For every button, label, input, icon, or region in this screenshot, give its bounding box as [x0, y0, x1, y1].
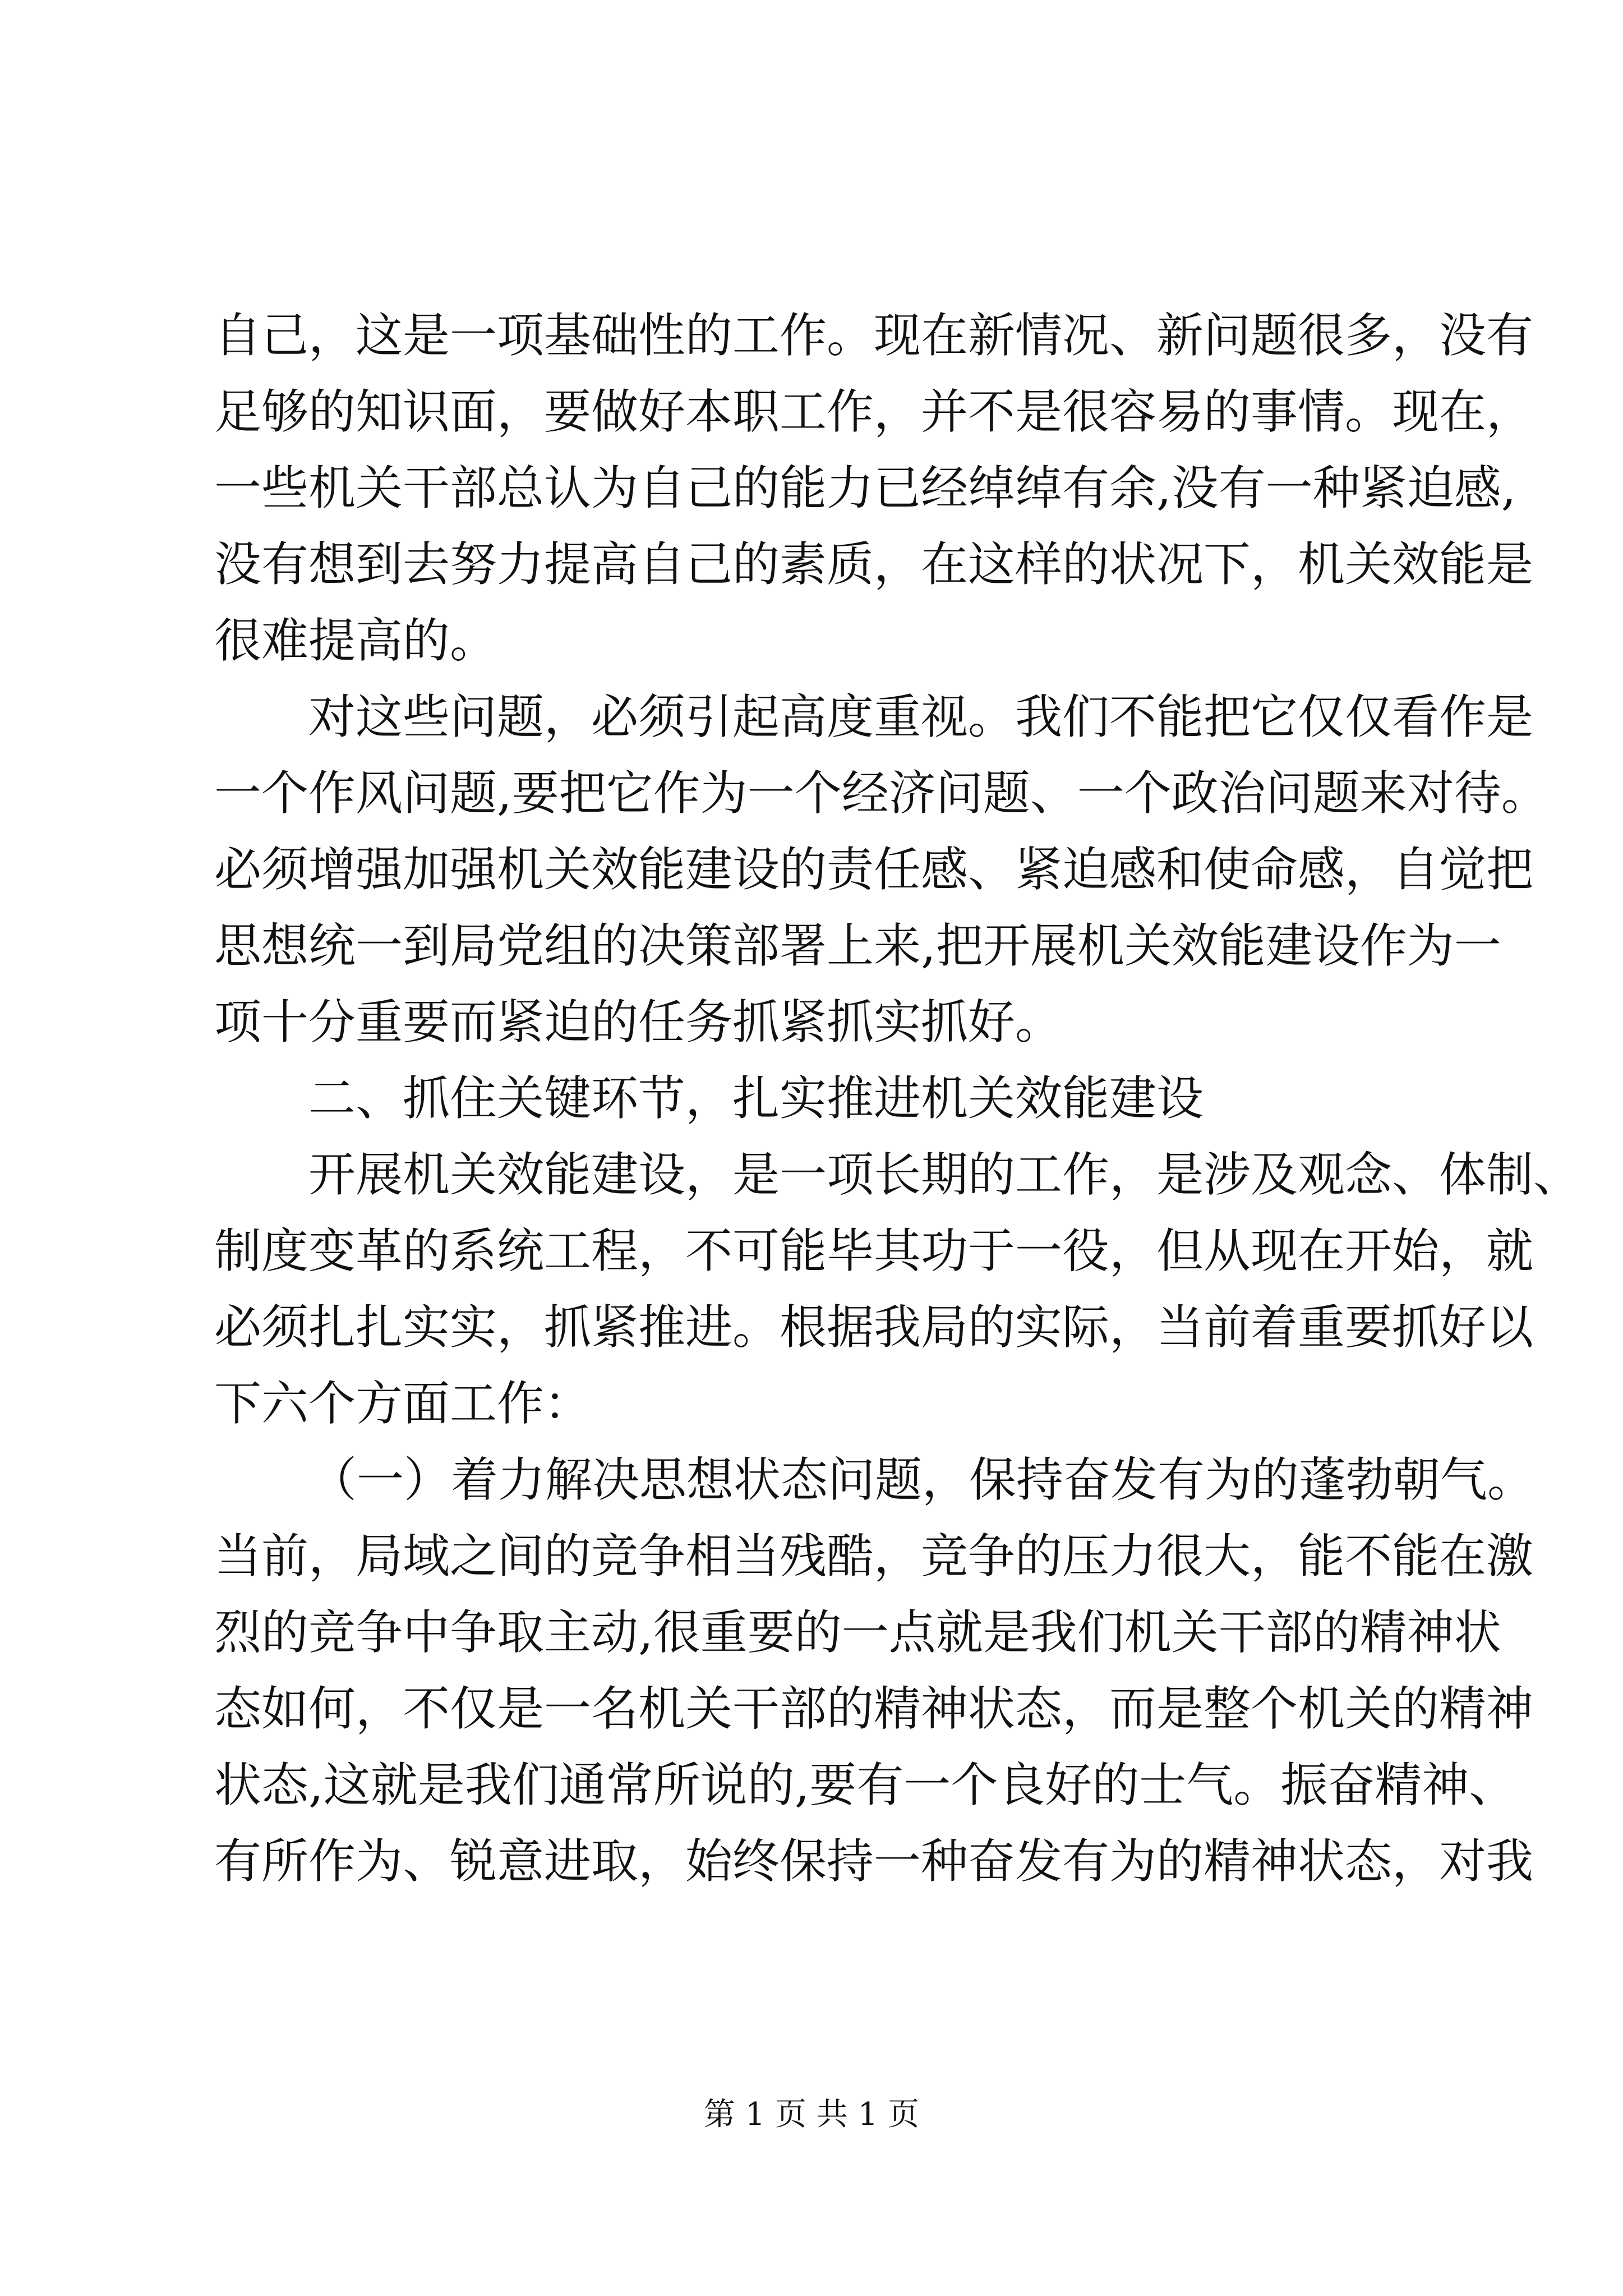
text-line: 思想统一到局党组的决策部署上来,把开展机关效能建设作为一	[214, 918, 1501, 973]
text-line: 态如何，不仅是一名机关干部的精神状态，而是整个机关的精神	[214, 1681, 1534, 1736]
text-line: 下六个方面工作：	[214, 1376, 592, 1431]
text-line: 开展机关效能建设，是一项长期的工作，是涉及观念、体制、	[308, 1147, 1581, 1202]
text-line: 很难提高的。	[214, 613, 497, 668]
text-line: 制度变革的系统工程，不可能毕其功于一役，但从现在开始，就	[214, 1223, 1534, 1278]
page-footer	[0, 2092, 1623, 2137]
text-line: 自己，这是一项基础性的工作。现在新情况、新问题很多，没有	[214, 308, 1534, 363]
section-heading: 二、抓住关键环节，扎实推进机关效能建设	[308, 1071, 1204, 1126]
text-line: 一个作风问题,要把它作为一个经济问题、一个政治问题来对待。	[214, 766, 1548, 821]
text-line: 有所作为、锐意进取，始终保持一种奋发有为的精神状态，对我	[214, 1834, 1534, 1889]
text-line: 项十分重要而紧迫的任务抓紧抓实抓好。	[214, 995, 1063, 1050]
document-body	[214, 297, 1581, 1899]
page-number: 第 1 页 共 1 页	[703, 2096, 920, 2133]
text-line: 一些机关干部总认为自己的能力已经绰绰有余,没有一种紧迫感,	[214, 461, 1516, 516]
text-line: 烈的竞争中争取主动,很重要的一点就是我们机关干部的精神状	[214, 1605, 1501, 1660]
text-line: 必须增强加强机关效能建设的责任感、紧迫感和使命感，自觉把	[214, 842, 1534, 897]
subsection-heading: （一）着力解决思想状态问题，保持奋发有为的蓬勃朝气。	[310, 1452, 1535, 1507]
text-line: 足够的知识面，要做好本职工作，并不是很容易的事情。现在，	[214, 384, 1534, 439]
text-line: 必须扎扎实实，抓紧推进。根据我局的实际，当前着重要抓好以	[214, 1300, 1534, 1355]
text-line: 对这些问题，必须引起高度重视。我们不能把它仅仅看作是	[308, 689, 1534, 744]
text-line: 状态,这就是我们通常所说的,要有一个良好的士气。振奋精神、	[214, 1757, 1516, 1812]
text-line: 当前，局域之间的竞争相当残酷，竞争的压力很大，能不能在激	[214, 1529, 1534, 1584]
text-line: 没有想到去努力提高自己的素质，在这样的状况下，机关效能是	[214, 537, 1534, 592]
